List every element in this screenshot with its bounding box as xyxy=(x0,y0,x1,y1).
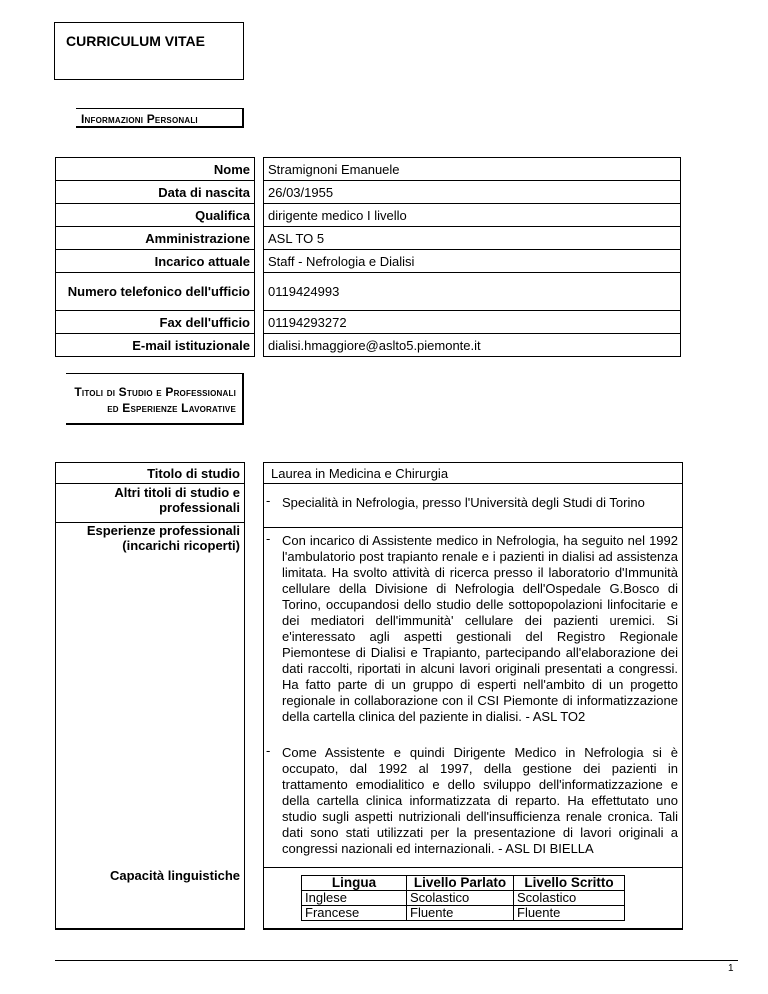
bullet: - xyxy=(266,493,271,508)
field-label: Nome xyxy=(56,158,255,181)
bullet: - xyxy=(266,743,271,758)
field-value: dirigente medico I livello xyxy=(264,204,681,227)
table-cell: Fluente xyxy=(407,906,514,921)
field-label: E-mail istituzionale xyxy=(56,334,255,357)
column-header: Lingua xyxy=(302,876,407,891)
cv-title-box xyxy=(54,22,244,80)
field-value: dialisi.hmaggiore@aslto5.piemonte.it xyxy=(264,334,681,357)
field-label: Incarico attuale xyxy=(56,250,255,273)
column-header: Livello Scritto xyxy=(514,876,625,891)
languages-table xyxy=(301,875,625,921)
altri-titoli-value: Specialità in Nefrologia, presso l'Università degli Studi di Torino xyxy=(282,495,645,510)
table-row xyxy=(56,334,681,357)
table-header-row xyxy=(302,876,625,891)
column-header: Livello Parlato xyxy=(407,876,514,891)
personal-info-table xyxy=(55,157,681,357)
field-label: Amministrazione xyxy=(56,227,255,250)
section-title: Titoli di Studio e Professionali ed Esperienze Lavorative xyxy=(74,385,236,415)
titolo-label: Titolo di studio xyxy=(147,466,240,481)
table-row xyxy=(56,181,681,204)
esperienze-label: Esperienze professionali (incarichi ricoperti) xyxy=(86,523,240,553)
field-value: 26/03/1955 xyxy=(264,181,681,204)
esperienza-paragraph: Con incarico di Assistente medico in Nefrologia, ha seguito nel 1992 l'ambulatorio post trapianto renale e i pazienti in dialisi ad assistenza limitata. Ha svolto attività di ricerca presso il laboratorio d'Immunità cellulare della Divisione di Nefrologia dell'Ospedale G.Bosco di Torino, occupandosi dello studio delle sottopopolazioni linfocitarie e dei mediatori dell'immunità' cellulare dei pazienti uremici. Si e'interessato agli aspetti gestionali del Registro Regionale Piemontese di Dialisi e Trapianto, partecipando all'elaborazione dei dati raccolti, riportati in alcuni lavori originali presentati a congressi. Ha fatto parte di un gruppo di esperti nell'ambito di un progetto regionale in collaborazione con il CSI Piemonte di informatizzazione della cartella clinica del paziente in dialisi. - ASL TO2 xyxy=(282,533,678,724)
altri-titoli-label: Altri titoli di studio e professionali xyxy=(114,485,240,515)
field-label: Fax dell'ufficio xyxy=(56,311,255,334)
table-row xyxy=(56,273,681,311)
table-cell: Inglese xyxy=(302,891,407,906)
document-title: CURRICULUM VITAE xyxy=(66,33,205,49)
table-row xyxy=(56,250,681,273)
field-value: 01194293272 xyxy=(264,311,681,334)
field-value: Stramignoni Emanuele xyxy=(264,158,681,181)
bullet: - xyxy=(266,531,271,546)
table-row xyxy=(302,891,625,906)
field-value: 0119424993 xyxy=(264,273,681,311)
table-row xyxy=(56,311,681,334)
table-row xyxy=(56,158,681,181)
field-value: ASL TO 5 xyxy=(264,227,681,250)
section-header-personal xyxy=(76,108,244,128)
table-cell: Scolastico xyxy=(514,891,625,906)
titolo-value: Laurea in Medicina e Chirurgia xyxy=(271,466,449,481)
table-row xyxy=(302,906,625,921)
studies-values-column xyxy=(263,462,683,930)
page-number: 1 xyxy=(728,963,734,974)
lingue-label: Capacità linguistiche xyxy=(109,868,240,883)
table-cell: Scolastico xyxy=(407,891,514,906)
field-label: Qualifica xyxy=(56,204,255,227)
studies-labels-column xyxy=(55,462,245,930)
table-cell: Francese xyxy=(302,906,407,921)
table-row xyxy=(56,227,681,250)
field-value: Staff - Nefrologia e Dialisi xyxy=(264,250,681,273)
table-row xyxy=(56,204,681,227)
field-label: Numero telefonico dell'ufficio xyxy=(56,273,255,311)
field-label: Data di nascita xyxy=(56,181,255,204)
esperienza-paragraph: Come Assistente e quindi Dirigente Medico in Nefrologia si è occupato, dal 1992 al 1997, della gestione dei pazienti in trattamento emodialitico e dello sviluppo dell'informatizzazione e della cartella clinica informatizzata di reparto. Ha effettutato uno studio sugli aspetti nutrizionali dell'insufficienza renale cronica. Tali dati sono stati utilizzati per la presentazione di lavori originali a congressi nazionali ed internazionali. - ASL DI BIELLA xyxy=(282,745,678,856)
section-header-studies xyxy=(66,373,244,425)
footer-rule xyxy=(55,960,738,961)
table-cell: Fluente xyxy=(514,906,625,921)
section-title: Informazioni Personali xyxy=(81,112,198,126)
